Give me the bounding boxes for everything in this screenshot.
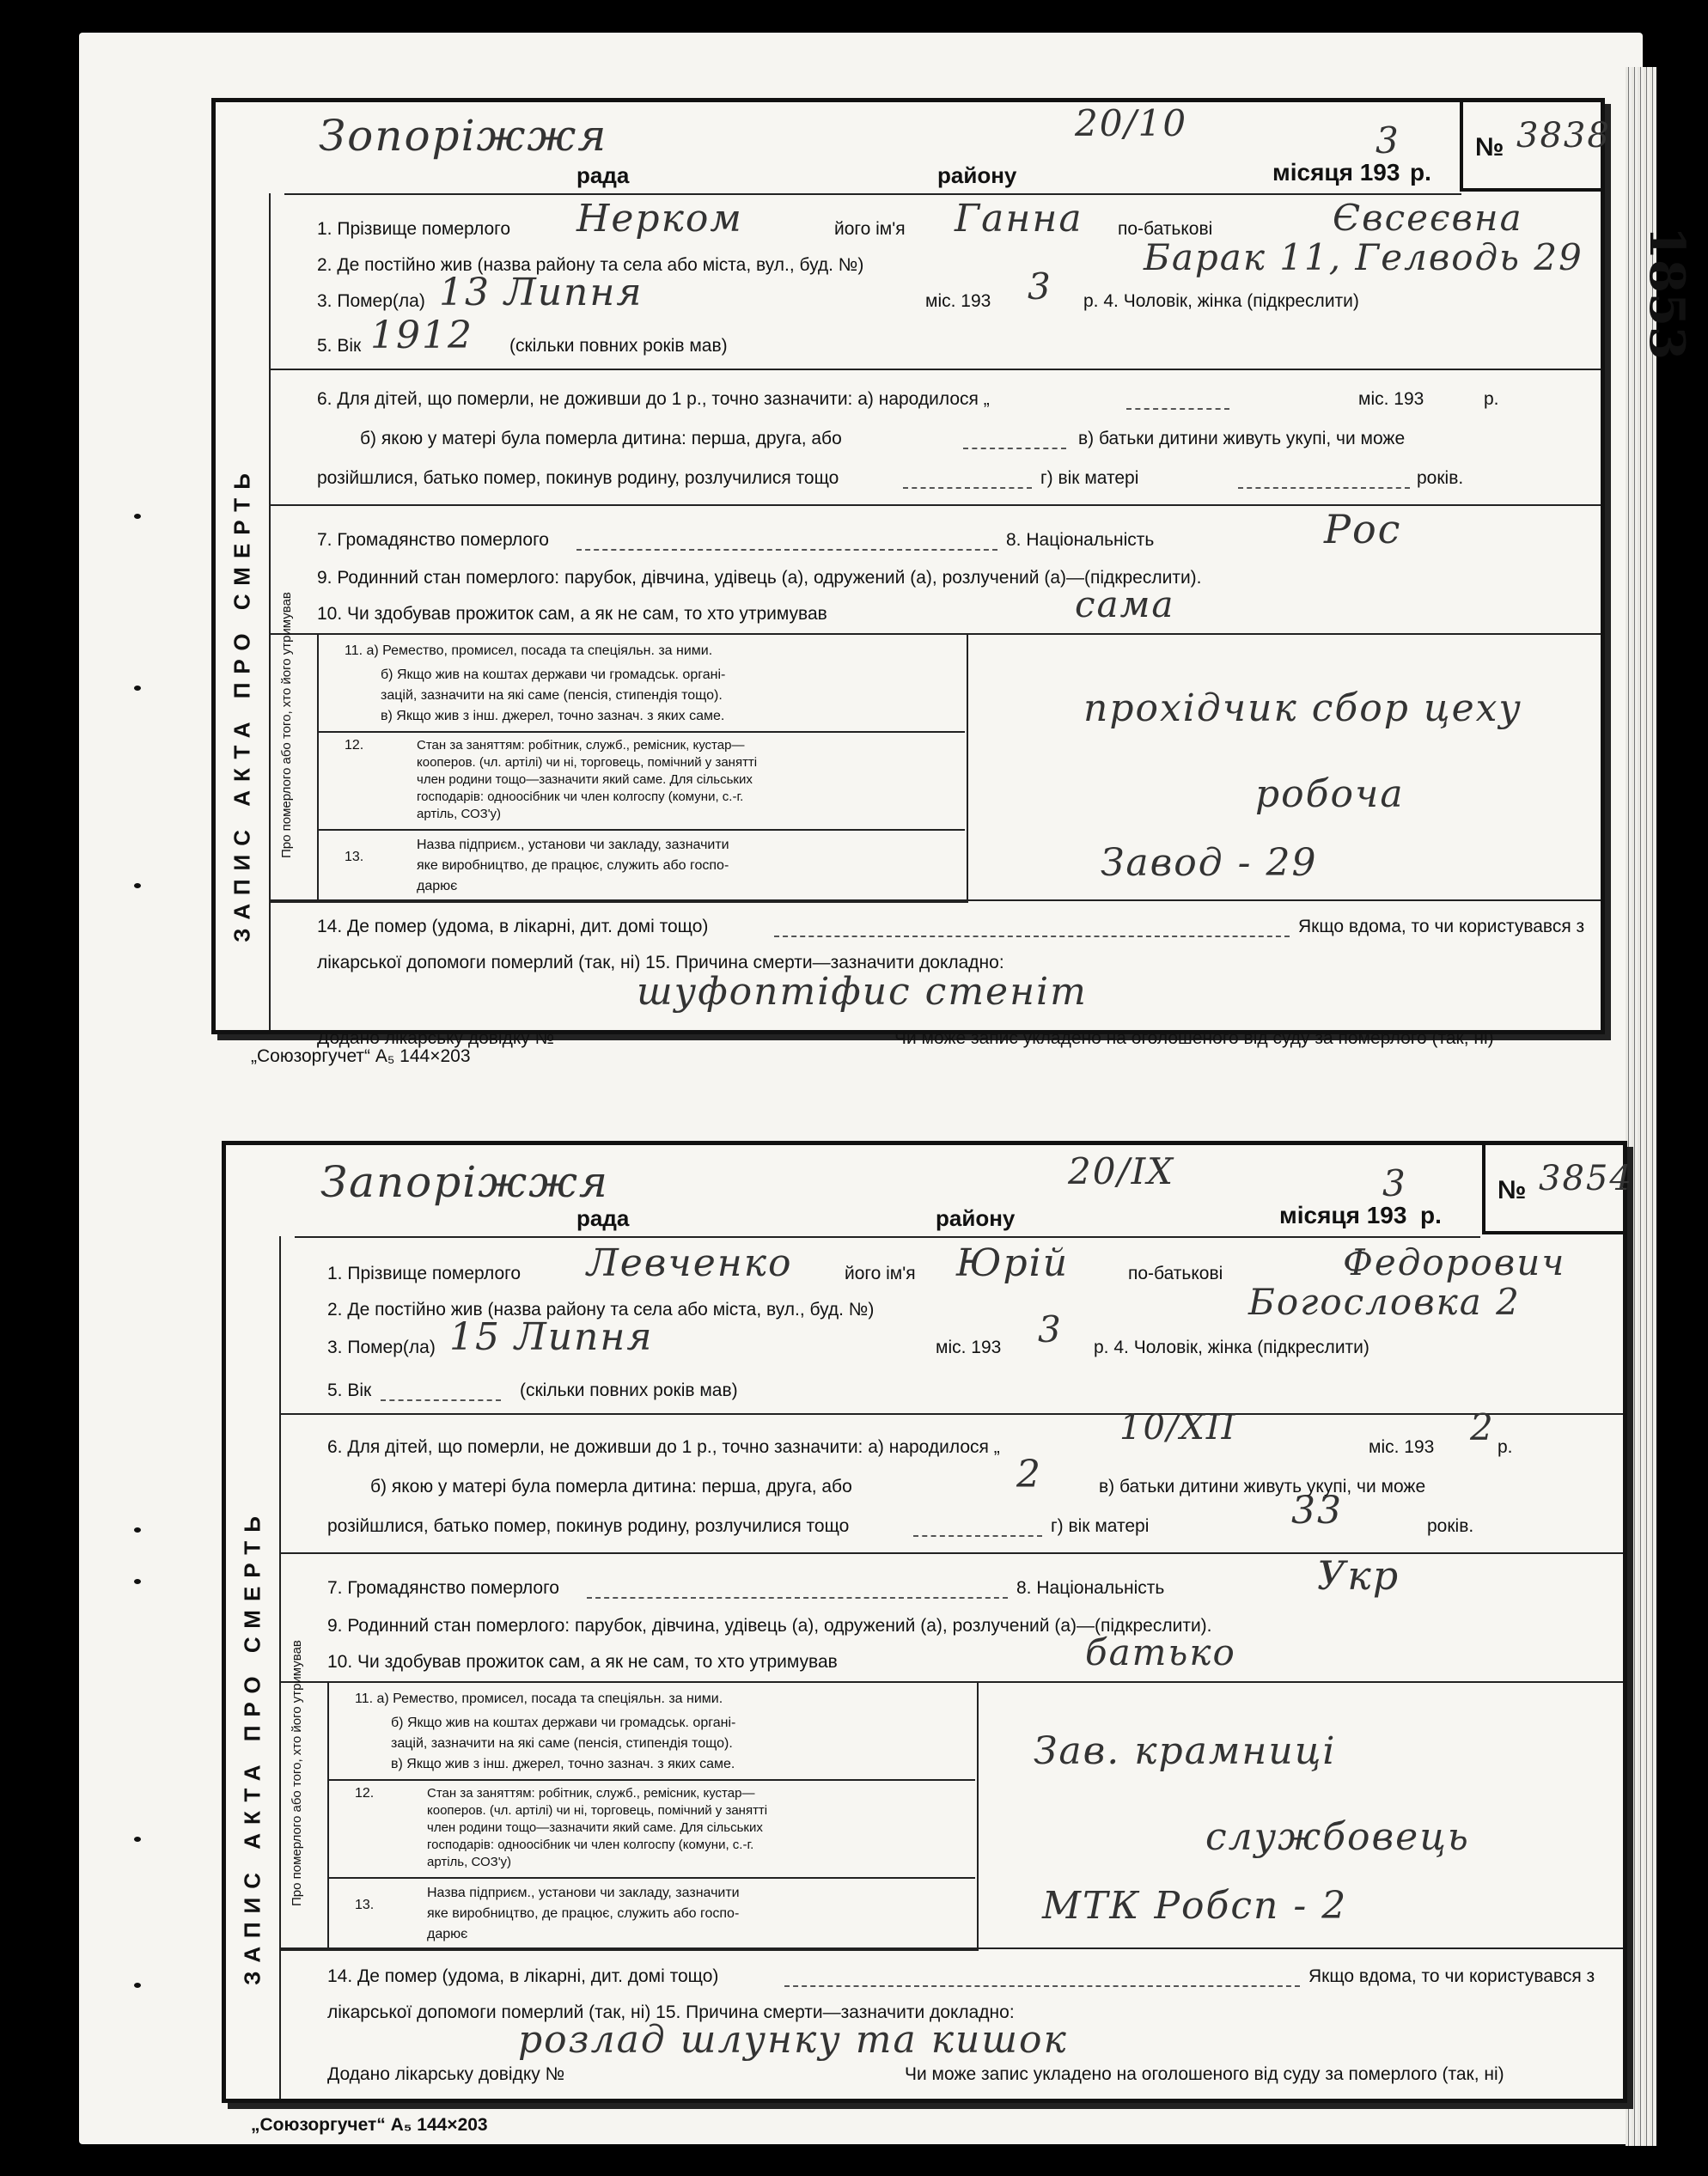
- line-2-address: 2. Де постійно жив (назва району та села або міста, вул., буд. №): [317, 255, 864, 275]
- line-12e: артіль, СОЗ'у): [427, 1855, 512, 1869]
- hw-born-year: 2: [1470, 1406, 1495, 1448]
- year-suffix: р.: [1410, 159, 1431, 186]
- line-12-num: 12.: [345, 738, 364, 753]
- line-8-nationality: 8. Національність: [1016, 1578, 1165, 1598]
- line-6-year: р.: [1484, 389, 1499, 409]
- died-where-blank: [784, 1985, 1300, 1987]
- death-record-form-2: [222, 1141, 1633, 2103]
- hw-died: 13 Липня: [439, 271, 644, 314]
- hw-born: 10/XII: [1119, 1408, 1237, 1448]
- hw-margin-number: 1853: [1638, 226, 1695, 360]
- inner-rule: [317, 731, 965, 733]
- line-5-age: 5. Вік: [317, 336, 362, 356]
- vertical-subtitle: Про померлого або того, хто його утримував: [279, 592, 294, 858]
- hw-raion: 20/10: [1075, 102, 1188, 144]
- month-label: місяця 193: [1279, 1202, 1407, 1228]
- binder-hole: [134, 686, 141, 691]
- line-6f: років.: [1427, 1516, 1474, 1536]
- number-label: №: [1498, 1176, 1527, 1204]
- line-6a: 6. Для дітей, що померли, не доживши до 1 р., точно зазначити: а) народилося „: [317, 389, 990, 409]
- hw-cause: шуфоптіфис стеніт: [637, 970, 1088, 1014]
- hw-enterprise: Завод - 29: [1101, 841, 1318, 885]
- binder-hole: [134, 1527, 141, 1533]
- footer-imprint-2: „Союзоргучет“ А₅ 144×203: [251, 2115, 488, 2135]
- binder-hole: [134, 883, 141, 888]
- hw-rada: Зопоріжжя: [319, 111, 608, 161]
- citizenship-blank: [587, 1597, 1008, 1599]
- binder-hole: [134, 1983, 141, 1988]
- hw-surname: Левченко: [587, 1241, 793, 1285]
- line-16a: Додано лікарську довідку №: [327, 2064, 565, 2084]
- line-11a: 11. а) Ремество, промисел, посада та спеціяльн. за ними.: [355, 1691, 723, 1706]
- vertical-title-rule: [269, 193, 271, 1030]
- child-order-blank: [963, 448, 1066, 449]
- line-5-age: 5. Вік: [327, 1381, 372, 1400]
- line-14a: 14. Де помер (удома, в лікарні, дит. домі тощо): [317, 917, 709, 936]
- hw-nationality: Рос: [1324, 506, 1402, 552]
- mother-age-blank: [1238, 487, 1410, 489]
- line-6d: розійшлися, батько помер, покинув родину, розлучилися тощо: [327, 1516, 850, 1536]
- binder-hole: [134, 514, 141, 519]
- hw-status: службовець: [1205, 1815, 1470, 1859]
- hw-address: Барак 11, Гелводь 29: [1144, 236, 1583, 278]
- line-1-patronymic: по-батькові: [1128, 1264, 1223, 1283]
- line-13b: яке виробництво, де працює, служить або госпо-: [427, 1906, 740, 1921]
- raion-label: району: [937, 162, 1017, 188]
- line-6c: в) батьки дитини живуть укупі, чи може: [1099, 1477, 1426, 1496]
- hw-patronymic: Євсеєвна: [1333, 197, 1523, 239]
- section-rule: [279, 1552, 1623, 1554]
- line-6-year: р.: [1498, 1437, 1513, 1457]
- hw-month-year: 3: [1376, 119, 1400, 162]
- line-9-marital: 9. Родинний стан померлого: парубок, дівчина, удівець (а), одружений (а), розлучений (а)—(підкреслити).: [317, 568, 1202, 588]
- rada-label: рада: [576, 1205, 630, 1231]
- line-7-citizenship: 7. Громадянство померлого: [317, 530, 549, 550]
- hw-patronymic: Федорович: [1343, 1241, 1566, 1283]
- line-14c: лікарської допомоги померлий (так, ні) 15. Причина смерти—зазначити докладно:: [317, 953, 1004, 972]
- age-blank: [381, 1399, 501, 1401]
- line-13c: дарює: [417, 879, 458, 893]
- line-3-died: 3. Помер(ла): [327, 1338, 436, 1357]
- line-3-month: міс. 193: [936, 1338, 1002, 1357]
- hw-number: 3838: [1516, 116, 1611, 155]
- hw-child-order: 2: [1016, 1453, 1042, 1496]
- vertical-title: [226, 1317, 279, 2176]
- inner-rule: [317, 633, 319, 899]
- line-11b-1: б) Якщо жив на коштах держави чи громадськ. органі-: [391, 1716, 736, 1730]
- line-6-month: міс. 193: [1369, 1437, 1435, 1457]
- line-6-month: міс. 193: [1358, 389, 1424, 409]
- line-12a: Стан за заняттям: робітник, служб., ремісник, кустар—: [417, 738, 745, 753]
- hw-name: Юрій: [956, 1241, 1070, 1285]
- line-8-nationality: 8. Національність: [1006, 530, 1155, 550]
- line-11b-2: зацій, зазначити на які саме (пенсія, стипендія тощо).: [391, 1736, 733, 1751]
- line-1-surname: 1. Прізвище померлого: [317, 219, 511, 239]
- inner-rule: [327, 1877, 975, 1879]
- parents-blank: [913, 1535, 1042, 1537]
- section-rule: [279, 1413, 1623, 1415]
- inner-rule: [327, 1681, 329, 1947]
- line-13-num: 13.: [355, 1898, 375, 1912]
- rada-label: рада: [576, 162, 630, 188]
- hw-raion: 20/IX: [1068, 1150, 1175, 1192]
- line-12c: член родини тощо—зазначити який саме. Для сільських: [417, 772, 753, 787]
- hw-age: 1912: [370, 314, 473, 357]
- line-3-month: міс. 193: [925, 291, 991, 311]
- line-12d: господарів: одноосібник чи член колгоспу (комуни, с.-г.: [427, 1838, 754, 1852]
- line-1-surname: 1. Прізвище померлого: [327, 1264, 522, 1283]
- vertical-subtitle: Про померлого або того, хто його утримував: [290, 1640, 304, 1906]
- line-6e: г) вік матері: [1051, 1516, 1150, 1536]
- death-record-form-1: [211, 98, 1611, 1048]
- vertical-title-rule: [279, 1236, 281, 2099]
- hw-address: Богословка 2: [1248, 1281, 1521, 1323]
- line-6f: років.: [1417, 468, 1464, 488]
- hw-occupation: Зав. крамниці: [1034, 1729, 1337, 1773]
- line-3-gender: р. 4. Чоловік, жінка (підкреслити): [1094, 1338, 1369, 1357]
- line-12-num: 12.: [355, 1786, 375, 1801]
- parents-blank: [903, 487, 1032, 489]
- hw-enterprise: МТК Робсп - 2: [1042, 1884, 1348, 1928]
- line-2-address: 2. Де постійно жив (назва району та села або міста, вул., буд. №): [327, 1300, 875, 1320]
- number-box: [1482, 1145, 1633, 1234]
- title-rule: [284, 193, 1461, 195]
- line-16b: Чи може запис укладено на оголошеного від суду за померлого (так, ні): [894, 1028, 1494, 1048]
- died-where-blank: [774, 936, 1290, 937]
- year-suffix: р.: [1420, 1202, 1442, 1228]
- line-11a: 11. а) Ремество, промисел, посада та спеціяльн. за ними.: [345, 643, 713, 658]
- raion-label: району: [936, 1205, 1016, 1231]
- line-11b-2: зацій, зазначити на які саме (пенсія, стипендія тощо).: [381, 688, 723, 703]
- vertical-title-text: ЗАПИС АКТА ПРО СМЕРТЬ: [229, 465, 255, 942]
- month-label: місяця 193: [1272, 159, 1400, 186]
- line-10-livelihood: 10. Чи здобував прожиток сам, а як не сам, то хто утримував: [317, 604, 827, 624]
- vertical-title-text: ЗАПИС АКТА ПРО СМЕРТЬ: [239, 1508, 265, 1985]
- line-3-died: 3. Помер(ла): [317, 291, 425, 311]
- line-12d: господарів: одноосібник чи член колгоспу (комуни, с.-г.: [417, 789, 744, 804]
- line-10-livelihood: 10. Чи здобував прожиток сам, а як не сам, то хто утримував: [327, 1652, 838, 1672]
- line-11b-1: б) Якщо жив на коштах держави чи громадськ. органі-: [381, 667, 726, 682]
- line-5-full-years: (скільки повних років мав): [520, 1381, 738, 1400]
- line-12b: кооперов. (чл. артілі) чи ні, торговець, помічний у занятті: [417, 755, 758, 770]
- line-6d: розійшлися, батько помер, покинув родину, розлучилися тощо: [317, 468, 839, 488]
- line-14b: Якщо вдома, то чи користувався з: [1298, 917, 1585, 936]
- line-16b: Чи може запис укладено на оголошеного від суду за померлого (так, ні): [905, 2064, 1504, 2084]
- hw-cause: розлад шлунку та кишок: [518, 2018, 1068, 2062]
- line-13a: Назва підприєм., установи чи закладу, зазначити: [427, 1886, 740, 1900]
- hw-occupation: прохідчик сбор цеху: [1083, 686, 1522, 730]
- line-12b: кооперов. (чл. артілі) чи ні, торговець, помічний у занятті: [427, 1803, 768, 1818]
- line-3-gender: р. 4. Чоловік, жінка (підкреслити): [1083, 291, 1359, 311]
- hw-livelihood: батько: [1085, 1631, 1236, 1673]
- section-rule: [269, 899, 1601, 901]
- line-14a: 14. Де помер (удома, в лікарні, дит. домі тощо): [327, 1966, 719, 1986]
- inner-rule: [327, 1779, 975, 1781]
- number-box: [1460, 102, 1611, 192]
- page-edge-stack: [1626, 67, 1656, 2146]
- hw-month-year: 3: [1382, 1162, 1407, 1204]
- section-rule: [279, 1947, 1623, 1949]
- line-13b: яке виробництво, де працює, служить або госпо-: [417, 858, 729, 873]
- line-1-name: його ім'я: [845, 1264, 916, 1283]
- line-6a: 6. Для дітей, що померли, не доживши до 1 р., точно зазначити: а) народилося „: [327, 1437, 1000, 1457]
- hw-nationality: Укр: [1317, 1552, 1400, 1599]
- hw-mother-age: 33: [1291, 1489, 1343, 1533]
- section-rule: [269, 369, 1601, 370]
- line-6e: г) вік матері: [1040, 468, 1139, 488]
- citizenship-blank: [576, 549, 997, 551]
- line-13-num: 13.: [345, 850, 364, 864]
- line-16a: Додано лікарську довідку №: [317, 1028, 555, 1048]
- line-1-name: його ім'я: [834, 219, 906, 239]
- line-6b: б) якою у матері була померла дитина: перша, друга, або: [360, 429, 842, 448]
- line-11c: в) Якщо жив з інш. джерел, точно зазнач. з яких саме.: [381, 709, 725, 723]
- line-12c: член родини тощо—зазначити який саме. Для сільських: [427, 1820, 763, 1835]
- title-rule: [295, 1236, 1480, 1238]
- inner-rule: [317, 829, 965, 831]
- hw-number: 3854: [1539, 1159, 1633, 1198]
- hw-rada: Запоріжжя: [320, 1157, 610, 1207]
- line-1-patronymic: по-батькові: [1118, 219, 1213, 239]
- born-blank: [1126, 408, 1229, 410]
- line-13c: дарює: [427, 1927, 468, 1941]
- hw-status: робоча: [1255, 772, 1405, 816]
- hw-livelihood: сама: [1075, 583, 1175, 625]
- register-page: [79, 33, 1695, 2144]
- line-13a: Назва підприєм., установи чи закладу, зазначити: [417, 838, 729, 852]
- footer-imprint-1: „Союзоргучет“ А₅ 144×203: [251, 1046, 471, 1066]
- line-6b: б) якою у матері була померла дитина: перша, друга, або: [370, 1477, 852, 1496]
- line-14c: лікарської допомоги померлий (так, ні) 15. Причина смерти—зазначити докладно:: [327, 2002, 1015, 2022]
- hw-died: 15 Липня: [449, 1315, 654, 1359]
- vertical-title: [216, 274, 269, 1133]
- hw-name: Ганна: [955, 197, 1083, 241]
- line-11c: в) Якщо жив з інш. джерел, точно зазнач. з яких саме.: [391, 1757, 735, 1771]
- number-label: №: [1475, 133, 1504, 162]
- hw-died-year: 3: [1038, 1308, 1063, 1350]
- line-12a: Стан за заняттям: робітник, служб., ремісник, кустар—: [427, 1786, 755, 1801]
- line-9-marital: 9. Родинний стан померлого: парубок, дівчина, удівець (а), одружений (а), розлучений (а)—(підкреслити).: [327, 1616, 1212, 1636]
- binder-hole: [134, 1579, 141, 1584]
- binder-hole: [134, 1837, 141, 1842]
- line-14b: Якщо вдома, то чи користувався з: [1308, 1966, 1595, 1986]
- line-7-citizenship: 7. Громадянство померлого: [327, 1578, 559, 1598]
- hw-died-year: 3: [1028, 265, 1052, 308]
- line-12e: артіль, СОЗ'у): [417, 807, 502, 821]
- hw-surname: Нерком: [576, 197, 743, 241]
- line-5-full-years: (скільки повних років мав): [509, 336, 728, 356]
- line-6c: в) батьки дитини живуть укупі, чи може: [1078, 429, 1406, 448]
